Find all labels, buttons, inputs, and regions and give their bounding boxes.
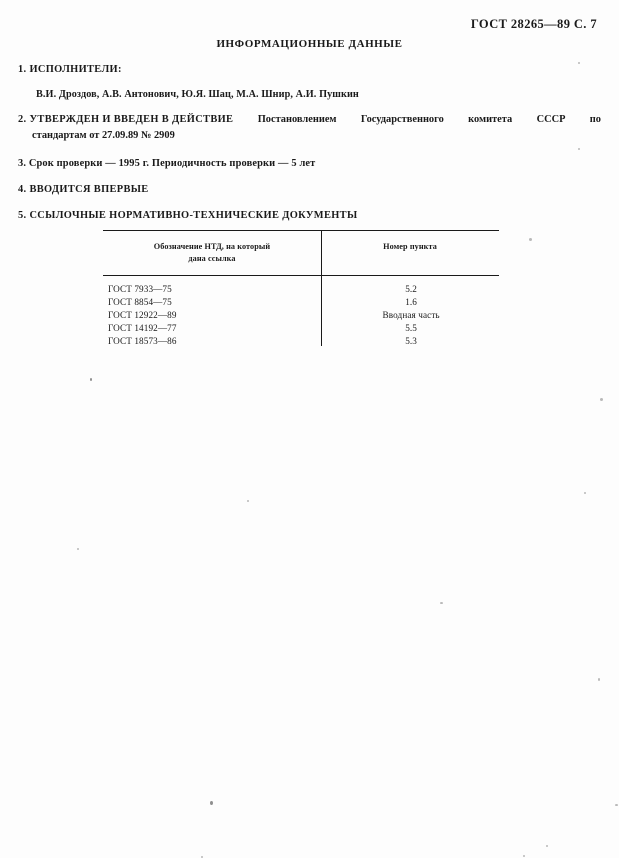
table-header-ntd — [103, 231, 321, 275]
table-row: Вводная часть — [382, 310, 440, 321]
scan-speckle — [546, 845, 548, 847]
scan-speckle — [600, 398, 603, 401]
table-column-divider-header — [321, 231, 322, 275]
scan-speckle — [578, 62, 580, 64]
section-1-authors: В.И. Дроздов, А.В. Антонович, Ю.Я. Шац, М.А. Шнир, А.И. Пушкин — [36, 89, 359, 101]
section-2-line-1 — [18, 112, 601, 128]
section-2-word-po: по — [589, 114, 601, 126]
section-3: 3. Срок проверки — 1995 г. Периодичность проверки — 5 лет — [18, 157, 316, 169]
scan-speckle — [440, 602, 443, 604]
scan-speckle — [584, 492, 586, 494]
section-5-heading: 5. ССЫЛОЧНЫЕ НОРМАТИВНО-ТЕХНИЧЕСКИЕ ДОКУМЕНТЫ — [18, 210, 358, 222]
running-header: ГОСТ 28265—89 С. 7 — [470, 17, 597, 31]
section-2-word-gosudarstvennogo: Государственного — [360, 114, 444, 126]
table-header-row — [103, 231, 499, 275]
scan-speckle — [529, 238, 532, 241]
table-header-ntd-line-1: Обозначение НТД, на который — [153, 242, 271, 251]
section-2-word-sssr: СССР — [536, 114, 566, 126]
section-2-word-komiteta: комитета — [468, 114, 513, 126]
table-column-item — [323, 283, 499, 345]
section-2 — [18, 112, 601, 143]
scan-speckle — [578, 148, 580, 150]
reference-documents-table — [103, 230, 499, 345]
table-body — [103, 276, 499, 345]
table-row: 5.2 — [405, 284, 418, 294]
table-column-ntd — [103, 283, 323, 345]
table-column-divider-body — [321, 276, 322, 346]
table-row: ГОСТ 8854—75 — [108, 297, 172, 308]
table-row: ГОСТ 14192—77 — [108, 323, 177, 334]
table-row: ГОСТ 18573—86 — [108, 336, 177, 347]
document-body — [18, 63, 601, 235]
scan-speckle — [77, 548, 79, 550]
scan-speckle — [247, 500, 249, 502]
scan-speckle — [615, 804, 618, 806]
section-2-caps-segment: 2. УТВЕРЖДЕН И ВВЕДЕН В ДЕЙСТВИЕ — [18, 114, 234, 126]
section-1-heading: 1. ИСПОЛНИТЕЛИ: — [18, 64, 122, 75]
table-row: ГОСТ 7933—75 — [108, 284, 172, 294]
table-row: 1.6 — [405, 297, 418, 308]
table-header-item-number: Номер пункта — [383, 242, 437, 251]
table-row: ГОСТ 12922—89 — [108, 310, 177, 321]
section-2-word-postanovleniem: Постановлением — [257, 114, 337, 126]
scan-speckle — [90, 378, 92, 381]
table-header-ntd-line-2: дана ссылка — [188, 253, 236, 263]
section-2-line-2: стандартам от 27.09.89 № 2909 — [32, 129, 175, 141]
scan-speckle — [598, 678, 600, 681]
table-row: 5.3 — [405, 336, 418, 347]
page-title: ИНФОРМАЦИОННЫЕ ДАННЫЕ — [216, 38, 403, 50]
table-row: 5.5 — [405, 323, 418, 334]
scan-speckle — [210, 801, 213, 805]
scan-speckle — [523, 855, 525, 857]
section-4: 4. ВВОДИТСЯ ВПЕРВЫЕ — [18, 183, 149, 195]
